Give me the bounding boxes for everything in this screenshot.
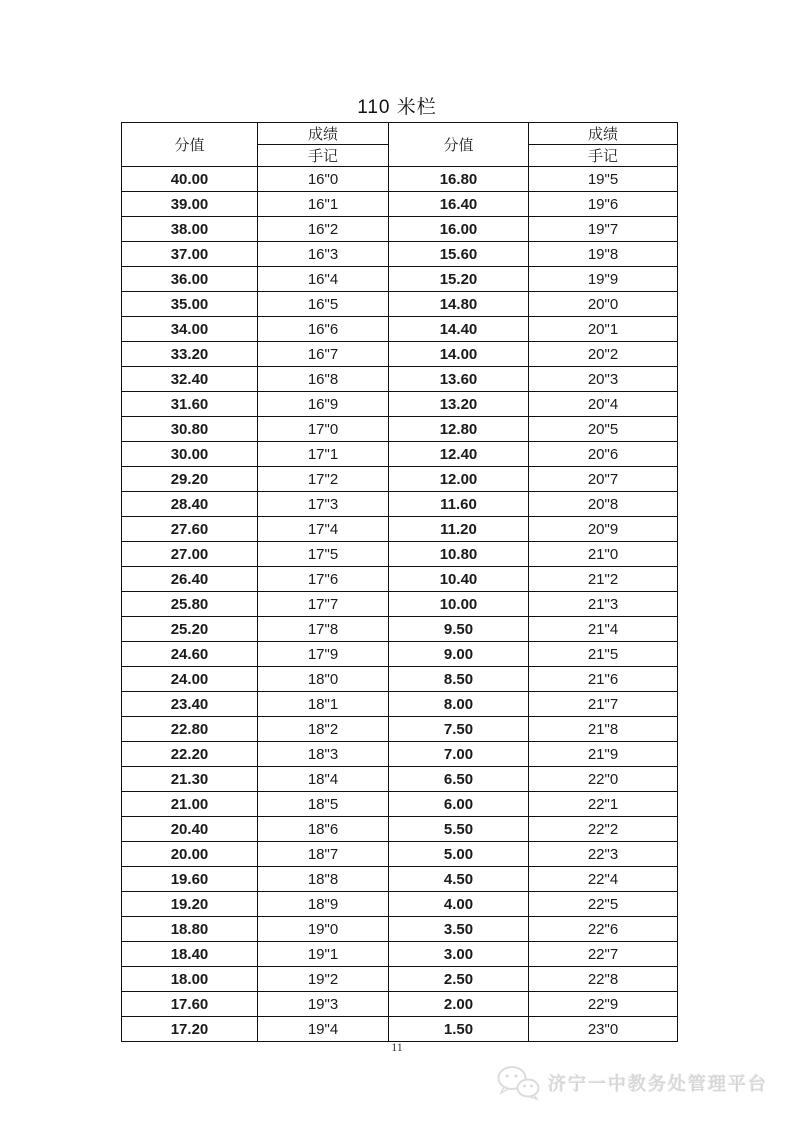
- score-cell: 12.80: [389, 417, 529, 442]
- table-row: [122, 717, 678, 742]
- score-cell: 13.20: [389, 392, 529, 417]
- score-cell: 9.00: [389, 642, 529, 667]
- table-row: [122, 992, 678, 1017]
- score-cell: 16.80: [389, 167, 529, 192]
- score-cell: 38.00: [122, 217, 258, 242]
- hand-time-cell: 20"9: [529, 517, 678, 542]
- score-cell: 33.20: [122, 342, 258, 367]
- table-row: [122, 467, 678, 492]
- hand-time-cell: 19"6: [529, 192, 678, 217]
- hand-time-cell: 18"7: [258, 842, 389, 867]
- score-cell: 23.40: [122, 692, 258, 717]
- hand-time-cell: 18"0: [258, 667, 389, 692]
- score-cell: 15.20: [389, 267, 529, 292]
- hand-time-cell: 22"5: [529, 892, 678, 917]
- table-row: [122, 317, 678, 342]
- table-row: [122, 967, 678, 992]
- table-row: [122, 617, 678, 642]
- score-cell: 8.00: [389, 692, 529, 717]
- score-cell: 21.30: [122, 767, 258, 792]
- hand-time-cell: 16"4: [258, 267, 389, 292]
- table-row: [122, 742, 678, 767]
- hand-time-cell: 19"8: [529, 242, 678, 267]
- score-cell: 18.80: [122, 917, 258, 942]
- score-cell: 36.00: [122, 267, 258, 292]
- hand-time-cell: 16"2: [258, 217, 389, 242]
- hand-time-cell: 18"8: [258, 867, 389, 892]
- score-cell: 4.50: [389, 867, 529, 892]
- hand-time-cell: 19"3: [258, 992, 389, 1017]
- hand-time-cell: 20"7: [529, 467, 678, 492]
- wechat-icon: [495, 1064, 541, 1102]
- hand-time-cell: 22"6: [529, 917, 678, 942]
- header-score-right: 分值: [389, 123, 529, 167]
- hand-time-cell: 17"6: [258, 567, 389, 592]
- hand-time-cell: 19"7: [529, 217, 678, 242]
- score-cell: 28.40: [122, 492, 258, 517]
- hand-time-cell: 17"2: [258, 467, 389, 492]
- score-cell: 6.00: [389, 792, 529, 817]
- score-cell: 19.60: [122, 867, 258, 892]
- table-row: [122, 642, 678, 667]
- score-cell: 11.60: [389, 492, 529, 517]
- hand-time-cell: 17"8: [258, 617, 389, 642]
- table-row: [122, 167, 678, 192]
- hand-time-cell: 18"4: [258, 767, 389, 792]
- hand-time-cell: 20"1: [529, 317, 678, 342]
- page-title: 110 米栏: [357, 97, 437, 118]
- table-row: [122, 192, 678, 217]
- score-cell: 20.40: [122, 817, 258, 842]
- hand-time-cell: 21"2: [529, 567, 678, 592]
- score-cell: 4.00: [389, 892, 529, 917]
- hand-time-cell: 17"0: [258, 417, 389, 442]
- hand-time-cell: 18"2: [258, 717, 389, 742]
- table-row: [122, 892, 678, 917]
- hand-time-cell: 19"9: [529, 267, 678, 292]
- score-cell: 19.20: [122, 892, 258, 917]
- score-cell: 14.80: [389, 292, 529, 317]
- hand-time-cell: 17"9: [258, 642, 389, 667]
- hand-time-cell: 19"2: [258, 967, 389, 992]
- hand-time-cell: 16"5: [258, 292, 389, 317]
- table-row: [122, 342, 678, 367]
- score-cell: 18.00: [122, 967, 258, 992]
- hand-time-cell: 20"4: [529, 392, 678, 417]
- hand-time-cell: 18"6: [258, 817, 389, 842]
- score-cell: 32.40: [122, 367, 258, 392]
- score-cell: 35.00: [122, 292, 258, 317]
- score-cell: 3.50: [389, 917, 529, 942]
- table-row: [122, 367, 678, 392]
- hand-time-cell: 22"7: [529, 942, 678, 967]
- hand-time-cell: 22"8: [529, 967, 678, 992]
- hand-time-cell: 22"1: [529, 792, 678, 817]
- hand-time-cell: 22"2: [529, 817, 678, 842]
- score-cell: 17.20: [122, 1017, 258, 1042]
- score-cell: 14.00: [389, 342, 529, 367]
- table-row: [122, 242, 678, 267]
- hand-time-cell: 21"0: [529, 542, 678, 567]
- score-cell: 15.60: [389, 242, 529, 267]
- score-cell: 18.40: [122, 942, 258, 967]
- score-cell: 7.50: [389, 717, 529, 742]
- page-number: 11: [391, 1040, 403, 1054]
- score-cell: 34.00: [122, 317, 258, 342]
- table-row: [122, 817, 678, 842]
- table-row: [122, 392, 678, 417]
- hand-time-cell: 17"3: [258, 492, 389, 517]
- hand-time-cell: 22"3: [529, 842, 678, 867]
- score-cell: 27.00: [122, 542, 258, 567]
- table-row: [122, 667, 678, 692]
- table-row: [122, 417, 678, 442]
- table-row: [122, 292, 678, 317]
- hand-time-cell: 21"8: [529, 717, 678, 742]
- score-cell: 11.20: [389, 517, 529, 542]
- hand-time-cell: 16"3: [258, 242, 389, 267]
- score-cell: 3.00: [389, 942, 529, 967]
- hand-time-cell: 20"5: [529, 417, 678, 442]
- hand-time-cell: 20"8: [529, 492, 678, 517]
- score-cell: 37.00: [122, 242, 258, 267]
- header-hand-timed-left: 手记: [258, 145, 389, 167]
- score-cell: 22.20: [122, 742, 258, 767]
- score-cell: 9.50: [389, 617, 529, 642]
- score-cell: 12.40: [389, 442, 529, 467]
- score-cell: 25.20: [122, 617, 258, 642]
- score-cell: 27.60: [122, 517, 258, 542]
- score-cell: 7.00: [389, 742, 529, 767]
- hand-time-cell: 17"7: [258, 592, 389, 617]
- hand-time-cell: 21"5: [529, 642, 678, 667]
- hand-time-cell: 17"5: [258, 542, 389, 567]
- score-cell: 31.60: [122, 392, 258, 417]
- hand-time-cell: 22"0: [529, 767, 678, 792]
- hand-time-cell: 18"1: [258, 692, 389, 717]
- table-row: [122, 1017, 678, 1042]
- score-cell: 25.80: [122, 592, 258, 617]
- header-result-right: 成绩: [529, 123, 678, 145]
- table-row: [122, 567, 678, 592]
- score-cell: 10.00: [389, 592, 529, 617]
- hand-time-cell: 16"7: [258, 342, 389, 367]
- score-cell: 24.60: [122, 642, 258, 667]
- hand-time-cell: 16"8: [258, 367, 389, 392]
- table-body: [122, 167, 678, 1042]
- table-row: [122, 842, 678, 867]
- hand-time-cell: 16"1: [258, 192, 389, 217]
- score-cell: 22.80: [122, 717, 258, 742]
- score-cell: 20.00: [122, 842, 258, 867]
- hand-time-cell: 19"4: [258, 1017, 389, 1042]
- score-cell: 6.50: [389, 767, 529, 792]
- score-cell: 29.20: [122, 467, 258, 492]
- score-cell: 8.50: [389, 667, 529, 692]
- table-row: [122, 442, 678, 467]
- table-row: [122, 692, 678, 717]
- watermark-text: 济宁一中教务处管理平台: [548, 1074, 768, 1094]
- score-cell: 16.40: [389, 192, 529, 217]
- table-row: [122, 792, 678, 817]
- score-cell: 2.50: [389, 967, 529, 992]
- score-cell: 26.40: [122, 567, 258, 592]
- table-row: [122, 592, 678, 617]
- score-cell: 10.80: [389, 542, 529, 567]
- score-cell: 16.00: [389, 217, 529, 242]
- score-cell: 1.50: [389, 1017, 529, 1042]
- table-row: [122, 917, 678, 942]
- hand-time-cell: 21"6: [529, 667, 678, 692]
- hand-time-cell: 17"1: [258, 442, 389, 467]
- hand-time-cell: 21"3: [529, 592, 678, 617]
- score-cell: 17.60: [122, 992, 258, 1017]
- score-cell: 30.00: [122, 442, 258, 467]
- score-cell: 14.40: [389, 317, 529, 342]
- score-cell: 10.40: [389, 567, 529, 592]
- hand-time-cell: 19"5: [529, 167, 678, 192]
- score-cell: 21.00: [122, 792, 258, 817]
- table-row: [122, 867, 678, 892]
- hand-time-cell: 20"2: [529, 342, 678, 367]
- table-row: [122, 267, 678, 292]
- header-score-left: 分值: [122, 123, 258, 167]
- score-cell: 12.00: [389, 467, 529, 492]
- score-cell: 39.00: [122, 192, 258, 217]
- score-cell: 30.80: [122, 417, 258, 442]
- table-row: [122, 542, 678, 567]
- hand-time-cell: 16"9: [258, 392, 389, 417]
- score-cell: 40.00: [122, 167, 258, 192]
- table-row: [122, 217, 678, 242]
- hand-time-cell: 20"6: [529, 442, 678, 467]
- hand-time-cell: 16"6: [258, 317, 389, 342]
- score-cell: 5.00: [389, 842, 529, 867]
- hand-time-cell: 18"5: [258, 792, 389, 817]
- table-row: [122, 517, 678, 542]
- hand-time-cell: 22"9: [529, 992, 678, 1017]
- hand-time-cell: 23"0: [529, 1017, 678, 1042]
- hand-time-cell: 16"0: [258, 167, 389, 192]
- hand-time-cell: 17"4: [258, 517, 389, 542]
- hand-time-cell: 22"4: [529, 867, 678, 892]
- score-table: [121, 122, 678, 1042]
- hand-time-cell: 20"3: [529, 367, 678, 392]
- hand-time-cell: 20"0: [529, 292, 678, 317]
- hand-time-cell: 18"9: [258, 892, 389, 917]
- table-row: [122, 767, 678, 792]
- score-cell: 13.60: [389, 367, 529, 392]
- header-hand-timed-right: 手记: [529, 145, 678, 167]
- table-row: [122, 942, 678, 967]
- table-row: [122, 492, 678, 517]
- hand-time-cell: 21"7: [529, 692, 678, 717]
- score-cell: 5.50: [389, 817, 529, 842]
- watermark: [495, 1064, 768, 1102]
- score-cell: 24.00: [122, 667, 258, 692]
- hand-time-cell: 18"3: [258, 742, 389, 767]
- hand-time-cell: 19"0: [258, 917, 389, 942]
- header-result-left: 成绩: [258, 123, 389, 145]
- hand-time-cell: 21"4: [529, 617, 678, 642]
- table-header: [122, 123, 678, 167]
- hand-time-cell: 19"1: [258, 942, 389, 967]
- hand-time-cell: 21"9: [529, 742, 678, 767]
- score-cell: 2.00: [389, 992, 529, 1017]
